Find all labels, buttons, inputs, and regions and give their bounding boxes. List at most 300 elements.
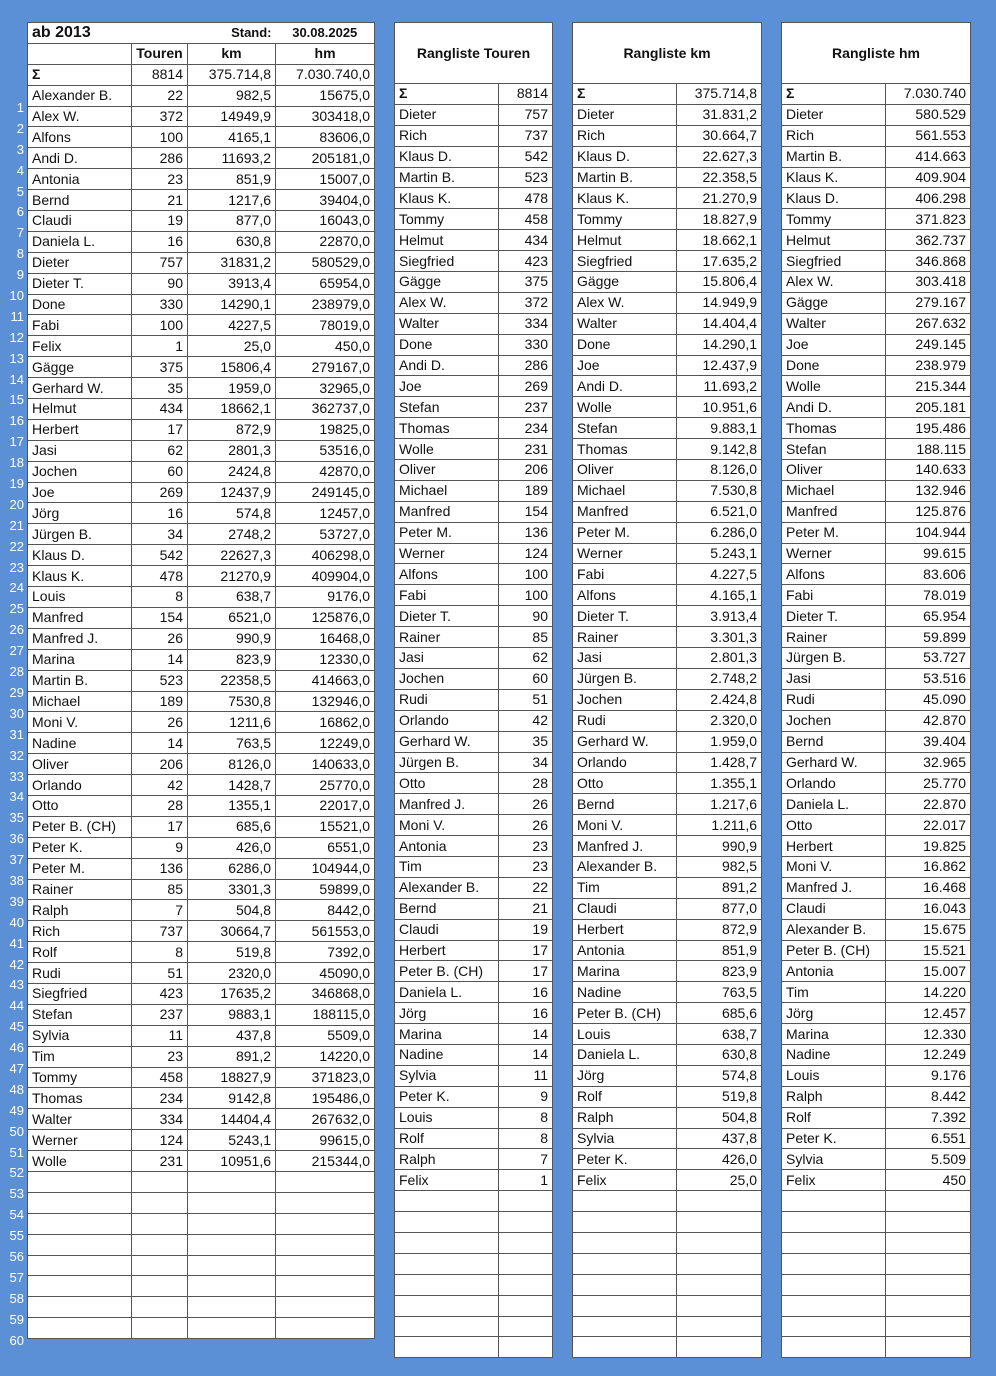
table-row <box>573 898 762 919</box>
member-hm <box>276 1213 375 1234</box>
ranking-touren-value <box>499 1295 553 1316</box>
ranking-hm-value: 267.632 <box>886 313 971 334</box>
member-hm: 267632,0 <box>276 1109 375 1130</box>
ranking-touren-value: 757 <box>499 104 553 125</box>
ranking-km-name: Rolf <box>573 1086 677 1107</box>
row-number: 5 <box>16 183 24 199</box>
member-km: 891,2 <box>188 1046 276 1067</box>
member-name: Manfred <box>28 607 132 628</box>
ranking-hm-value: 25.770 <box>886 773 971 794</box>
ranking-km-name: Ralph <box>573 1107 677 1128</box>
ranking-km-value: 22.358,5 <box>677 167 762 188</box>
ranking-hm-name: Rolf <box>782 1107 886 1128</box>
member-touren <box>132 1297 188 1318</box>
member-hm: 238979,0 <box>276 294 375 315</box>
member-km <box>188 1192 276 1213</box>
table-row <box>28 482 375 503</box>
row-number: 13 <box>9 350 24 366</box>
table-row <box>782 522 971 543</box>
table-row <box>28 879 375 900</box>
table-row <box>28 795 375 816</box>
member-name: Rainer <box>28 879 132 900</box>
ranking-hm-value: 53.516 <box>886 668 971 689</box>
ranking-hm-name: Wolle <box>782 376 886 397</box>
table-row <box>28 461 375 482</box>
row-number: 60 <box>9 1332 24 1348</box>
table-row <box>782 1065 971 1086</box>
row-number: 50 <box>9 1123 24 1139</box>
ranking-touren-value <box>499 1274 553 1295</box>
member-hm: 195486,0 <box>276 1088 375 1109</box>
member-name: Rich <box>28 921 132 942</box>
member-km: 14290,1 <box>188 294 276 315</box>
member-hm: 346868,0 <box>276 983 375 1004</box>
member-touren: 9 <box>132 837 188 858</box>
ranking-km-value: 22.627,3 <box>677 146 762 167</box>
table-row <box>28 1276 375 1297</box>
member-hm: 16468,0 <box>276 628 375 649</box>
member-touren: 434 <box>132 399 188 420</box>
member-touren: 21 <box>132 190 188 211</box>
table-row <box>28 1255 375 1276</box>
header-name-cell <box>28 43 132 64</box>
table-row <box>395 125 553 146</box>
member-hm: 78019,0 <box>276 315 375 336</box>
member-touren: 14 <box>132 649 188 670</box>
ranking-km-name: Jochen <box>573 689 677 710</box>
table-row <box>395 731 553 752</box>
ranking-hm-value: 195.486 <box>886 418 971 439</box>
title-row <box>28 23 375 44</box>
ranking-touren-value: 523 <box>499 167 553 188</box>
table-row <box>28 106 375 127</box>
ranking-hm-value: 16.468 <box>886 877 971 898</box>
ranking-touren-value: 1 <box>499 1170 553 1191</box>
ranking-touren-name <box>395 1253 499 1274</box>
row-number: 25 <box>9 601 24 617</box>
ranking-hm-name: Felix <box>782 1170 886 1191</box>
ranking-km-value: 30.664,7 <box>677 125 762 146</box>
ranking-hm-value: 5.509 <box>886 1149 971 1170</box>
ranking-touren-name: Oliver <box>395 460 499 481</box>
ranking-hm-name: Jochen <box>782 710 886 731</box>
ranking-km-name: Werner <box>573 543 677 564</box>
member-name: Alfons <box>28 127 132 148</box>
ranking-km-name <box>573 1316 677 1337</box>
ranking-touren-value: 478 <box>499 188 553 209</box>
table-row <box>782 627 971 648</box>
member-name: Moni V. <box>28 712 132 733</box>
member-hm: 15007,0 <box>276 169 375 190</box>
ranking-hm-name: Gerhard W. <box>782 752 886 773</box>
member-name: Nadine <box>28 733 132 754</box>
table-row <box>782 1170 971 1191</box>
member-name: Alexander B. <box>28 85 132 106</box>
totals-row <box>395 84 553 105</box>
ranking-hm-value: 22.017 <box>886 815 971 836</box>
table-row <box>782 167 971 188</box>
ranking-km-value: 990,9 <box>677 836 762 857</box>
ranking-hm-value: 238.979 <box>886 355 971 376</box>
ranking-hm-name: Daniela L. <box>782 794 886 815</box>
ranking-hm-value: 15.675 <box>886 919 971 940</box>
ranking-km-value: 6.286,0 <box>677 522 762 543</box>
table-row <box>782 251 971 272</box>
row-number: 20 <box>9 496 24 512</box>
ranking-hm-name: Rainer <box>782 627 886 648</box>
member-touren: 8 <box>132 587 188 608</box>
ranking-touren-value: 17 <box>499 940 553 961</box>
ranking-km-value <box>677 1253 762 1274</box>
member-name: Felix <box>28 336 132 357</box>
table-row <box>395 146 553 167</box>
ranking-touren-value: 189 <box>499 480 553 501</box>
member-touren: 154 <box>132 607 188 628</box>
ranking-touren-value: 42 <box>499 710 553 731</box>
member-name: Jochen <box>28 461 132 482</box>
row-number: 15 <box>9 392 24 408</box>
ranking-touren-name <box>395 1316 499 1337</box>
ranking-hm-name: Marina <box>782 1024 886 1045</box>
table-row <box>782 794 971 815</box>
table-row <box>573 1295 762 1316</box>
table-row <box>573 543 762 564</box>
table-row <box>395 940 553 961</box>
ranking-hm-name <box>782 1232 886 1253</box>
member-hm: 15521,0 <box>276 816 375 837</box>
member-touren: 7 <box>132 900 188 921</box>
ranking-touren-value: 737 <box>499 125 553 146</box>
row-number: 27 <box>9 643 24 659</box>
member-touren: 8 <box>132 942 188 963</box>
ranking-touren-name <box>395 1274 499 1295</box>
ranking-km-value: 877,0 <box>677 898 762 919</box>
ranking-hm-name: Rich <box>782 125 886 146</box>
ranking-km-value: 25,0 <box>677 1170 762 1191</box>
member-km: 574,8 <box>188 503 276 524</box>
ranking-touren-value: 269 <box>499 376 553 397</box>
member-name: Gerhard W. <box>28 378 132 399</box>
table-row <box>395 334 553 355</box>
ranking-hm-value: 12.249 <box>886 1044 971 1065</box>
ranking-km-name: Manfred J. <box>573 836 677 857</box>
member-name: Oliver <box>28 754 132 775</box>
member-hm: 32965,0 <box>276 378 375 399</box>
ranking-km-value: 4.165,1 <box>677 585 762 606</box>
table-row <box>28 1297 375 1318</box>
ranking-km-name: Rainer <box>573 627 677 648</box>
total-touren: 8814 <box>132 64 188 85</box>
member-hm: 8442,0 <box>276 900 375 921</box>
row-number: 29 <box>9 684 24 700</box>
member-name: Andi D. <box>28 148 132 169</box>
member-km: 4227,5 <box>188 315 276 336</box>
member-name: Sylvia <box>28 1025 132 1046</box>
ranking-hm-name: Peter B. (CH) <box>782 940 886 961</box>
member-name: Tim <box>28 1046 132 1067</box>
member-hm: 22870,0 <box>276 231 375 252</box>
ranking-touren-name: Dieter <box>395 104 499 125</box>
table-row <box>28 524 375 545</box>
table-row <box>573 1065 762 1086</box>
ranking-hm-name: Otto <box>782 815 886 836</box>
ranking-km-value: 7.530,8 <box>677 480 762 501</box>
row-number: 54 <box>9 1207 24 1223</box>
ranking-km-value: 872,9 <box>677 919 762 940</box>
ranking-hm-name: Dieter T. <box>782 606 886 627</box>
ranking-touren-name: Marina <box>395 1024 499 1045</box>
table-row <box>395 564 553 585</box>
ranking-touren-value: 16 <box>499 1003 553 1024</box>
table-row <box>782 439 971 460</box>
member-hm: 9176,0 <box>276 587 375 608</box>
table-row <box>573 460 762 481</box>
table-row <box>395 1149 553 1170</box>
table-row <box>395 167 553 188</box>
ranking-hm-name: Alfons <box>782 564 886 585</box>
table-row <box>782 731 971 752</box>
table-row <box>573 564 762 585</box>
ranking-touren-value <box>499 1253 553 1274</box>
member-hm: 188115,0 <box>276 1004 375 1025</box>
ranking-hm-title: Rangliste hm <box>782 23 971 84</box>
ranking-hm-name: Tim <box>782 982 886 1003</box>
member-touren: 23 <box>132 169 188 190</box>
member-hm: 53516,0 <box>276 440 375 461</box>
member-name: Jürgen B. <box>28 524 132 545</box>
ranking-km-name: Antonia <box>573 940 677 961</box>
table-row <box>28 378 375 399</box>
table-row <box>782 1086 971 1107</box>
ranking-km-name: Jörg <box>573 1065 677 1086</box>
ranking-hm-name: Michael <box>782 480 886 501</box>
ranking-touren-value: 11 <box>499 1065 553 1086</box>
ranking-hm-name <box>782 1191 886 1212</box>
ranking-km-name: Done <box>573 334 677 355</box>
ranking-km-value: 6.521,0 <box>677 501 762 522</box>
member-km: 3913,4 <box>188 273 276 294</box>
ranking-hm-value: 83.606 <box>886 564 971 585</box>
ranking-km-value: 426,0 <box>677 1149 762 1170</box>
ranking-hm-name: Herbert <box>782 836 886 857</box>
member-hm: 409904,0 <box>276 566 375 587</box>
ranking-touren-name: Siegfried <box>395 251 499 272</box>
ranking-touren-name: Klaus K. <box>395 188 499 209</box>
ranking-touren-value: 60 <box>499 668 553 689</box>
table-row <box>395 1170 553 1191</box>
ranking-touren-name: Martin B. <box>395 167 499 188</box>
ranking-km-value: 14.949,9 <box>677 292 762 313</box>
row-number: 17 <box>9 434 24 450</box>
ranking-km-table <box>572 22 762 1358</box>
table-row <box>573 1024 762 1045</box>
member-hm: 580529,0 <box>276 252 375 273</box>
member-name: Siegfried <box>28 983 132 1004</box>
ranking-hm-name: Louis <box>782 1065 886 1086</box>
totals-row <box>28 64 375 85</box>
ranking-hm-value: 249.145 <box>886 334 971 355</box>
member-name: Claudi <box>28 211 132 232</box>
table-row <box>395 1024 553 1045</box>
row-number: 34 <box>9 789 24 805</box>
ranking-km-name: Bernd <box>573 794 677 815</box>
member-km: 763,5 <box>188 733 276 754</box>
member-touren: 375 <box>132 357 188 378</box>
table-row <box>395 230 553 251</box>
table-row <box>573 501 762 522</box>
member-touren: 206 <box>132 754 188 775</box>
member-touren <box>132 1213 188 1234</box>
ranking-touren-name: Peter M. <box>395 522 499 543</box>
ranking-hm-name: Manfred <box>782 501 886 522</box>
member-touren: 26 <box>132 628 188 649</box>
table-row <box>782 376 971 397</box>
member-km: 638,7 <box>188 587 276 608</box>
ranking-touren-name: Rich <box>395 125 499 146</box>
table-row <box>573 1212 762 1233</box>
ranking-km-name: Wolle <box>573 397 677 418</box>
member-hm <box>276 1171 375 1192</box>
member-touren: 35 <box>132 378 188 399</box>
ranking-km-name: Felix <box>573 1170 677 1191</box>
row-number: 24 <box>9 580 24 596</box>
row-number: 16 <box>9 413 24 429</box>
table-row <box>573 1253 762 1274</box>
table-row <box>573 334 762 355</box>
ranking-touren-value: 51 <box>499 689 553 710</box>
table-row <box>573 1274 762 1295</box>
table-row <box>395 877 553 898</box>
ranking-hm-value <box>886 1337 971 1358</box>
member-name: Dieter T. <box>28 273 132 294</box>
table-row <box>395 1128 553 1149</box>
member-hm: 25770,0 <box>276 775 375 796</box>
ranking-km-name: Klaus D. <box>573 146 677 167</box>
table-row <box>573 731 762 752</box>
member-name: Otto <box>28 795 132 816</box>
table-row <box>573 125 762 146</box>
table-row <box>395 1191 553 1212</box>
member-name: Stefan <box>28 1004 132 1025</box>
table-row <box>28 1171 375 1192</box>
table-row <box>28 649 375 670</box>
table-row <box>28 148 375 169</box>
ranking-km-value: 504,8 <box>677 1107 762 1128</box>
table-row <box>28 169 375 190</box>
member-hm: 12457,0 <box>276 503 375 524</box>
table-row <box>395 606 553 627</box>
ranking-hm-value <box>886 1191 971 1212</box>
member-hm: 303418,0 <box>276 106 375 127</box>
table-row <box>782 1274 971 1295</box>
member-km: 2748,2 <box>188 524 276 545</box>
table-row <box>28 419 375 440</box>
member-touren: 60 <box>132 461 188 482</box>
ranking-hm-value: 409.904 <box>886 167 971 188</box>
table-row <box>28 733 375 754</box>
member-name: Rolf <box>28 942 132 963</box>
ranking-touren-name: Jochen <box>395 668 499 689</box>
table-row <box>395 815 553 836</box>
table-row <box>573 794 762 815</box>
row-number: 38 <box>9 872 24 888</box>
member-hm: 561553,0 <box>276 921 375 942</box>
ranking-km-value: 18.662,1 <box>677 230 762 251</box>
ranking-km-value <box>677 1212 762 1233</box>
total-km: 375.714,8 <box>188 64 276 85</box>
row-number: 11 <box>10 308 24 324</box>
member-km: 630,8 <box>188 231 276 252</box>
member-name: Jörg <box>28 503 132 524</box>
table-row <box>573 1232 762 1253</box>
table-row <box>28 273 375 294</box>
member-name: Antonia <box>28 169 132 190</box>
member-name: Bernd <box>28 190 132 211</box>
row-number: 52 <box>9 1165 24 1181</box>
table-row <box>573 836 762 857</box>
col-header-km: km <box>188 43 276 64</box>
ranking-touren-value <box>499 1232 553 1253</box>
table-row <box>395 397 553 418</box>
ranking-touren-value: 17 <box>499 961 553 982</box>
ranking-km-value: 14.404,4 <box>677 313 762 334</box>
table-row <box>573 1316 762 1337</box>
ranking-hm-value: 561.553 <box>886 125 971 146</box>
row-number: 44 <box>9 998 24 1014</box>
member-km: 6286,0 <box>188 858 276 879</box>
member-hm: 99615,0 <box>276 1130 375 1151</box>
ranking-hm-name: Klaus D. <box>782 188 886 209</box>
member-touren: 189 <box>132 691 188 712</box>
table-row <box>782 564 971 585</box>
table-row <box>573 1337 762 1358</box>
table-row <box>28 1192 375 1213</box>
ranking-km-value: 891,2 <box>677 877 762 898</box>
member-km: 7530,8 <box>188 691 276 712</box>
table-row <box>782 1149 971 1170</box>
member-km: 5243,1 <box>188 1130 276 1151</box>
ranking-touren-value: 372 <box>499 292 553 313</box>
member-hm: 450,0 <box>276 336 375 357</box>
member-touren: 136 <box>132 858 188 879</box>
member-km <box>188 1276 276 1297</box>
member-touren: 51 <box>132 963 188 984</box>
ranking-km-value: 1.211,6 <box>677 815 762 836</box>
table-row <box>395 543 553 564</box>
table-row <box>28 983 375 1004</box>
member-name <box>28 1234 132 1255</box>
table-row <box>395 1253 553 1274</box>
ranking-touren-value: 375 <box>499 272 553 293</box>
table-row <box>782 1107 971 1128</box>
ranking-hm-name: Werner <box>782 543 886 564</box>
table-row <box>28 1004 375 1025</box>
ranking-km-value: 3.301,3 <box>677 627 762 648</box>
table-row <box>28 190 375 211</box>
member-touren: 737 <box>132 921 188 942</box>
member-touren: 237 <box>132 1004 188 1025</box>
ranking-touren-name: Joe <box>395 376 499 397</box>
member-hm: 12249,0 <box>276 733 375 754</box>
ranking-km-name: Gerhard W. <box>573 731 677 752</box>
ranking-hm-name: Sylvia <box>782 1149 886 1170</box>
member-hm: 104944,0 <box>276 858 375 879</box>
table-row <box>782 460 971 481</box>
table-row <box>28 127 375 148</box>
ranking-km-value: 519,8 <box>677 1086 762 1107</box>
member-km <box>188 1213 276 1234</box>
ranking-km-value: 21.270,9 <box>677 188 762 209</box>
